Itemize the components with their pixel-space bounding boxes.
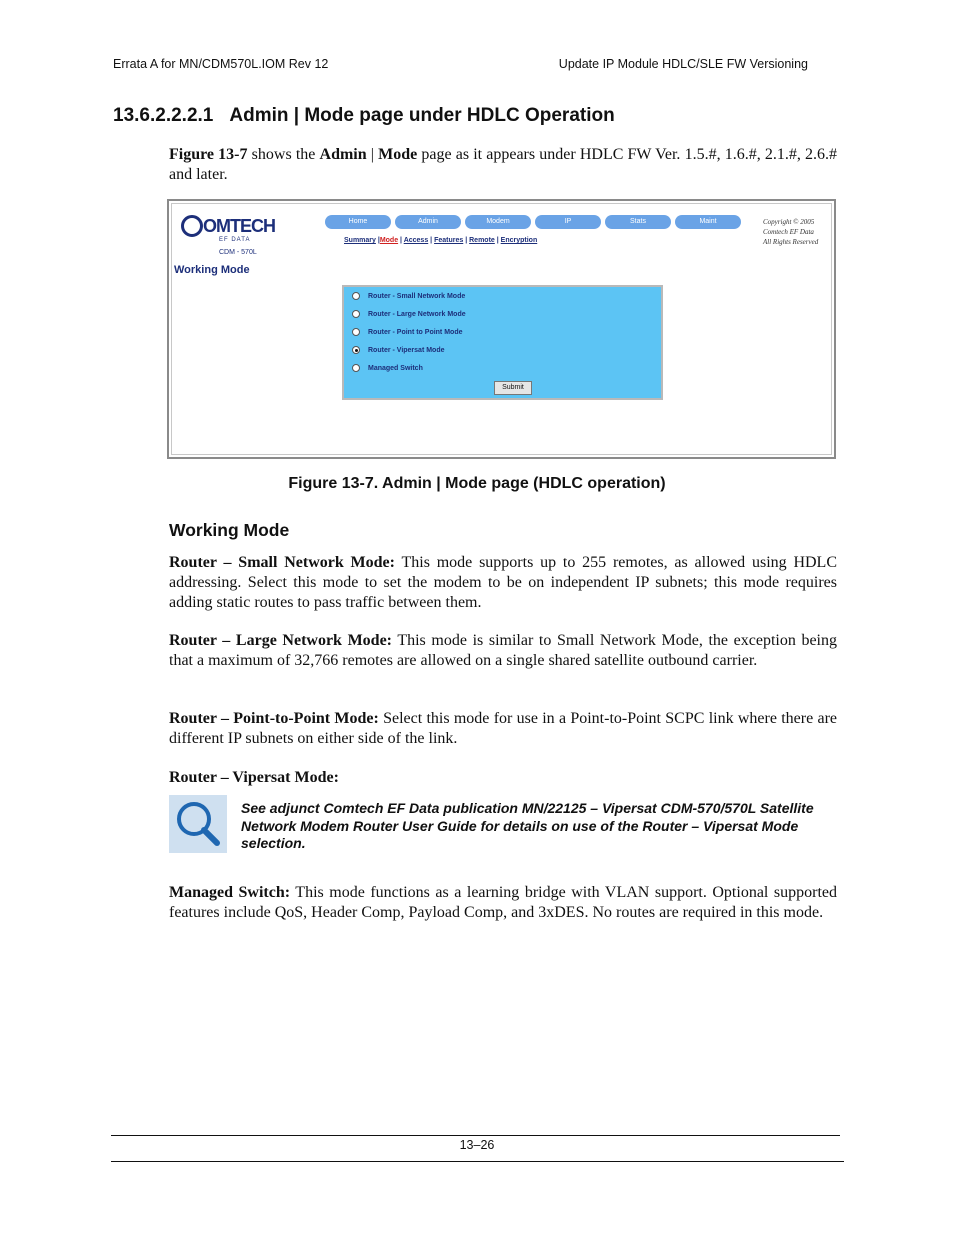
mode-term: Router – Large Network Mode: xyxy=(169,632,393,649)
radio-point-to-point[interactable] xyxy=(352,328,360,336)
section-heading xyxy=(113,105,615,127)
intro-sep: | xyxy=(366,146,379,163)
tab-ip[interactable]: IP xyxy=(535,215,601,229)
submit-button[interactable]: Submit xyxy=(494,381,532,395)
sub-nav: Summary |Mode | Access | Features | Remote | Encryption xyxy=(344,237,538,244)
radio-small-network[interactable] xyxy=(352,292,360,300)
model-label: CDM - 570L xyxy=(219,249,257,256)
magnifier-icon xyxy=(169,795,227,853)
radio-managed-switch[interactable] xyxy=(352,364,360,372)
subnav-remote[interactable]: Remote xyxy=(469,237,495,244)
working-mode-heading: Working Mode xyxy=(169,520,290,540)
section-number: 13.6.2.2.2.1 xyxy=(113,105,214,126)
option-point-to-point[interactable] xyxy=(352,328,463,336)
mode-vipersat xyxy=(169,768,837,788)
mode-description: This mode is similar to Small Network Mode, the exception being that a maximum of 32,766 remotes are allowed on a single shared satellite outbound carrier. xyxy=(169,632,837,669)
header-left: Errata A for MN/CDM570L.IOM Rev 12 xyxy=(113,57,329,71)
intro-paragraph xyxy=(169,145,837,185)
intro-mode: Mode xyxy=(378,146,418,163)
intro-text-2: page as it appears under HDLC FW Ver. 1.5.#, 1.6.#, 2.1.#, 2.6.# and later. xyxy=(169,146,838,183)
subnav-encryption[interactable]: Encryption xyxy=(500,237,538,244)
admin-mode-screenshot xyxy=(167,199,836,459)
mode-options-panel xyxy=(342,285,663,400)
mode-term: Router – Small Network Mode: xyxy=(169,554,395,571)
radio-vipersat[interactable] xyxy=(352,346,360,354)
mode-large-network xyxy=(169,631,837,671)
intro-text: shows the xyxy=(247,146,320,163)
mode-term: Router – Point-to-Point Mode: xyxy=(169,710,379,727)
option-managed-switch[interactable] xyxy=(352,364,423,372)
option-label: Router - Vipersat Mode xyxy=(368,346,445,354)
subnav-summary[interactable]: Summary xyxy=(344,237,376,244)
note-text: See adjunct Comtech EF Data publication MN/22125 – Vipersat CDM-570/570L Satellite Network Modem Router User Guide for details on use of the Router – Vipersat Mode selection. xyxy=(241,800,814,851)
subnav-features[interactable]: Features xyxy=(434,237,464,244)
copyright-line-2: Comtech EF Data xyxy=(763,228,814,236)
section-title: Admin | Mode page under HDLC Operation xyxy=(229,105,615,126)
logo-wordmark: OMTECH xyxy=(203,216,275,236)
footer-rule-bottom xyxy=(111,1161,844,1162)
option-label: Managed Switch xyxy=(368,364,423,372)
intro-admin: Admin xyxy=(319,146,367,163)
subnav-access[interactable]: Access xyxy=(403,237,429,244)
tab-maint[interactable]: Maint xyxy=(675,215,741,229)
tab-modem[interactable]: Modem xyxy=(465,215,531,229)
option-small-network[interactable] xyxy=(352,292,465,300)
footer-rule-top xyxy=(111,1135,840,1136)
screenshot-frame xyxy=(171,203,832,455)
copyright-notice xyxy=(763,217,818,247)
mode-managed-switch xyxy=(169,883,837,923)
mode-description: This mode supports up to 255 remotes, as allowed using HDLC addressing. Select this mode to set the modem to be on independent IP subnets; this mode requires adding static routes to pass traffic between them. xyxy=(169,554,837,611)
tab-home[interactable]: Home xyxy=(325,215,391,229)
subnav-mode[interactable]: Mode xyxy=(379,237,399,244)
page-number: 13–26 xyxy=(459,1138,495,1152)
option-vipersat[interactable] xyxy=(352,346,445,354)
option-label: Router - Small Network Mode xyxy=(368,292,466,300)
option-label: Router - Point to Point Mode xyxy=(368,328,463,336)
comtech-logo xyxy=(181,214,311,254)
header-right: Update IP Module HDLC/SLE FW Versioning xyxy=(558,57,808,71)
copyright-line-3: All Rights Reserved xyxy=(763,238,819,246)
figure-reference: Figure 13-7 xyxy=(169,146,248,163)
logo-subtitle: EF DATA xyxy=(219,237,251,243)
copyright-line-1: Copyright © 2005 xyxy=(763,218,815,226)
mode-point-to-point xyxy=(169,709,837,749)
mode-description: Select this mode for use in a Point-to-Point SCPC link where there are different IP subnets on either side of the link. xyxy=(169,710,838,747)
top-nav xyxy=(325,215,743,229)
radio-large-network[interactable] xyxy=(352,310,360,318)
mode-description: This mode functions as a learning bridge with VLAN support. Optional supported features include QoS, Header Comp, Payload Comp, and 3xDES. No routes are required in this mode. xyxy=(169,884,837,921)
working-mode-title: Working Mode xyxy=(174,264,250,276)
option-large-network[interactable] xyxy=(352,310,466,318)
tab-admin[interactable]: Admin xyxy=(395,215,461,229)
tab-stats[interactable]: Stats xyxy=(605,215,671,229)
mode-small-network xyxy=(169,553,837,613)
logo-ring-icon xyxy=(181,215,203,237)
mode-term: Managed Switch: xyxy=(169,884,291,901)
figure-caption: Figure 13-7. Admin | Mode page (HDLC operation) xyxy=(288,475,666,492)
option-label: Router - Large Network Mode xyxy=(368,310,466,318)
mode-term: Router – Vipersat Mode: xyxy=(169,769,339,786)
